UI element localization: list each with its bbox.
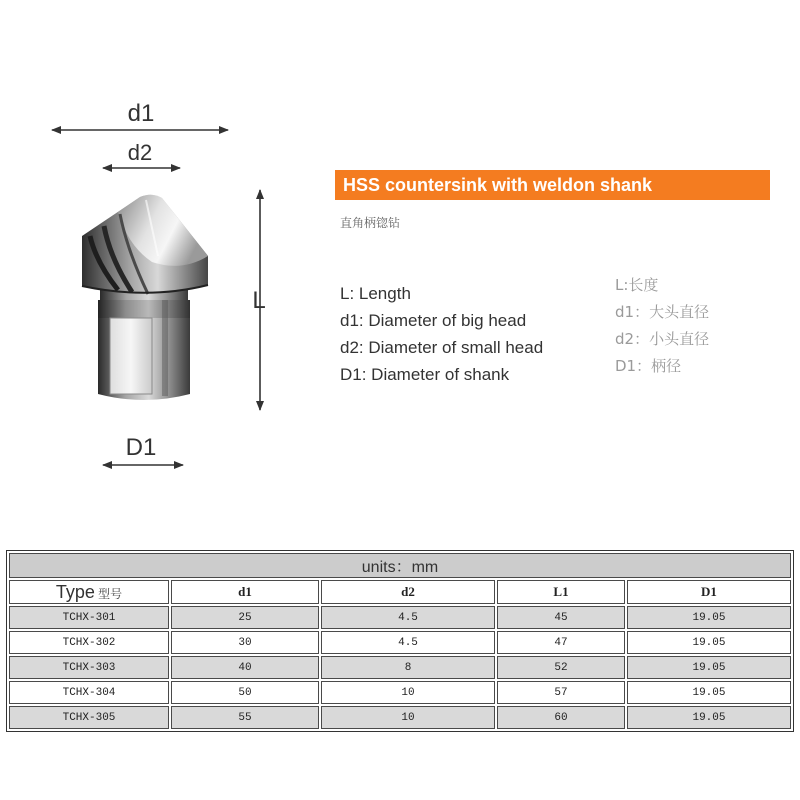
legend-en-D1: D1: Diameter of shank <box>340 365 510 384</box>
cell-L1: 60 <box>497 706 625 729</box>
shank-diameter-label: D1 <box>125 434 157 461</box>
table-row <box>9 631 791 654</box>
cell-type: TCHX-302 <box>9 631 169 654</box>
cell-d2: 10 <box>321 681 495 704</box>
countersink-diagram <box>0 0 300 500</box>
cell-d1: 30 <box>171 631 319 654</box>
cell-D1: 19.05 <box>627 606 791 629</box>
legend-en-d2: d2: Diameter of small head <box>340 338 544 357</box>
table-row <box>9 606 791 629</box>
header-type-en: Type <box>55 581 95 602</box>
cell-type: TCHX-301 <box>9 606 169 629</box>
header-d2: d2 <box>321 580 495 604</box>
cell-D1: 19.05 <box>627 656 791 679</box>
legend-zh-d2: d2：小头直径 <box>615 330 710 348</box>
cell-d1: 55 <box>171 706 319 729</box>
header-type <box>9 580 169 604</box>
table-row <box>9 656 791 679</box>
shank-stripe <box>162 300 168 396</box>
title-banner: HSS countersink with weldon shank <box>335 170 770 200</box>
cell-d1: 25 <box>171 606 319 629</box>
cell-d2: 4.5 <box>321 631 495 654</box>
cell-L1: 57 <box>497 681 625 704</box>
d1-label: d1 <box>127 100 155 127</box>
units-label: units：mm <box>9 553 791 578</box>
header-D1: D1 <box>627 580 791 604</box>
header-d1: d1 <box>171 580 319 604</box>
subtitle-chinese: 直角柄锪钻 <box>340 216 401 230</box>
legend-zh-d1: d1：大头直径 <box>615 303 710 321</box>
cell-d1: 40 <box>171 656 319 679</box>
cell-L1: 52 <box>497 656 625 679</box>
cell-type: TCHX-303 <box>9 656 169 679</box>
cell-d2: 4.5 <box>321 606 495 629</box>
legend-english <box>340 280 543 388</box>
countersink-bit-illustration <box>82 195 208 400</box>
weldon-flat <box>110 318 152 394</box>
cell-D1: 19.05 <box>627 706 791 729</box>
cell-D1: 19.05 <box>627 631 791 654</box>
header-L1: L1 <box>497 580 625 604</box>
cell-type: TCHX-304 <box>9 681 169 704</box>
cell-D1: 19.05 <box>627 681 791 704</box>
spec-table <box>6 550 794 732</box>
cell-L1: 47 <box>497 631 625 654</box>
legend-zh-length: L:长度 <box>615 276 659 294</box>
cell-d2: 10 <box>321 706 495 729</box>
legend-en-length: L: Length <box>340 284 411 303</box>
length-label: L <box>252 287 266 314</box>
d2-label: d2 <box>127 140 153 165</box>
legend-en-d1: d1: Diameter of big head <box>340 311 527 330</box>
cell-type: TCHX-305 <box>9 706 169 729</box>
header-type-zh: 型号 <box>98 586 123 601</box>
legend-chinese <box>615 272 709 380</box>
cell-d2: 8 <box>321 656 495 679</box>
shank-top-band <box>98 300 190 318</box>
table-row <box>9 681 791 704</box>
header-row <box>9 580 791 604</box>
units-row <box>9 553 791 578</box>
legend-zh-D1: D1：柄径 <box>615 357 682 375</box>
cell-d1: 50 <box>171 681 319 704</box>
cell-L1: 45 <box>497 606 625 629</box>
table-row <box>9 706 791 729</box>
